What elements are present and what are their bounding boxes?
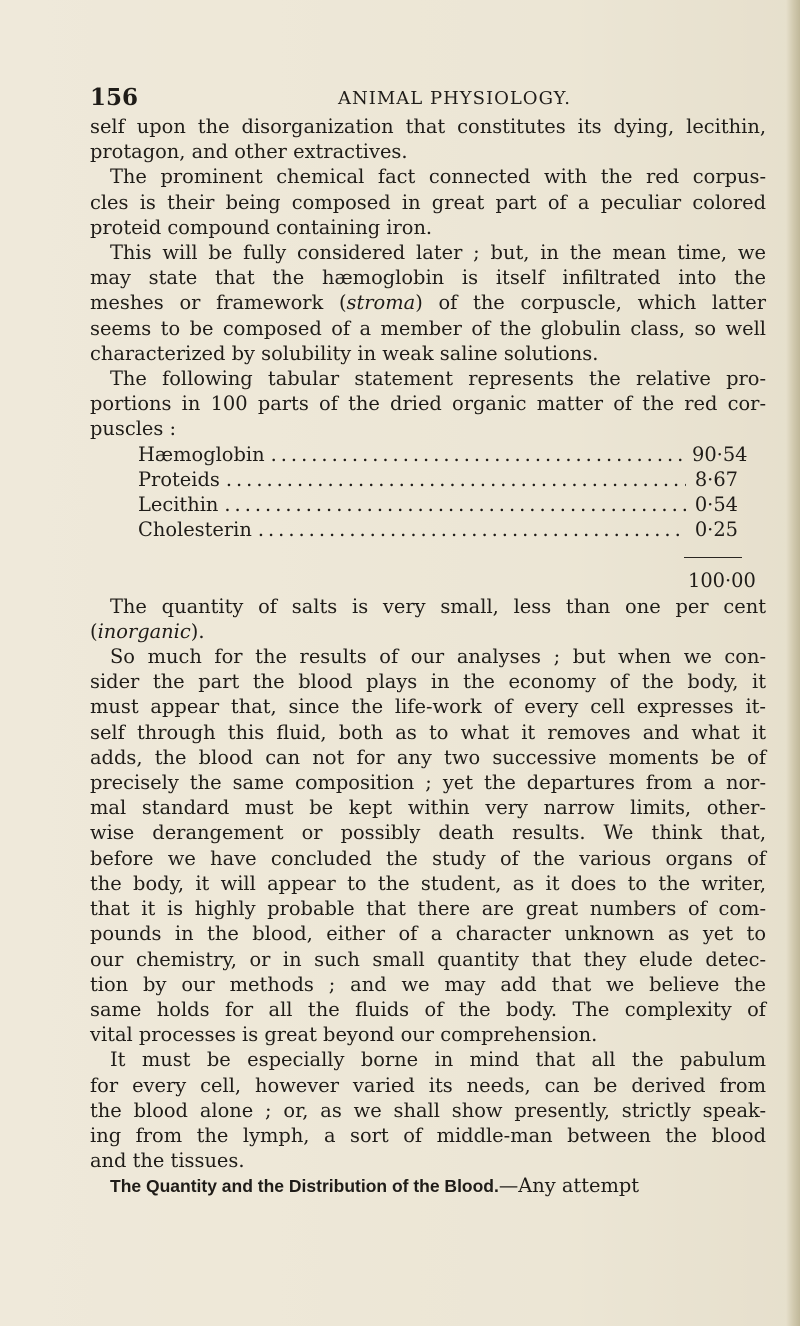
text-line: the blood alone ; or, as we shall show presently, strictly speak- bbox=[90, 1098, 766, 1122]
table-row bbox=[138, 442, 748, 467]
table-row bbox=[138, 492, 738, 517]
leader-dots bbox=[258, 517, 686, 542]
text-line: pounds in the blood, either of a character unknown as yet to bbox=[90, 922, 766, 946]
text-line: portions in 100 parts of the dried organic matter of the red cor- bbox=[90, 392, 766, 416]
table-value: 90·54 bbox=[692, 442, 748, 466]
table-value: 0·25 bbox=[694, 518, 738, 542]
text-line: wise derangement or possibly death results. We think that, bbox=[90, 821, 766, 845]
text-fragment: ) of the corpuscle, which latter bbox=[415, 291, 767, 315]
text-line: seems to be composed of a member of the globulin class, so well bbox=[90, 316, 766, 340]
composition-table bbox=[90, 442, 756, 594]
text-line: same holds for all the fluids of the body. The complexity of bbox=[90, 997, 766, 1021]
text-fragment: —Any attempt bbox=[498, 1174, 640, 1198]
text-line: must appear that, since the life-work of every cell expresses it- bbox=[90, 695, 766, 719]
table-label: Proteids bbox=[138, 467, 220, 491]
text-line: our chemistry, or in such small quantity that they elude detec- bbox=[90, 947, 766, 971]
text-line: The following tabular statement represents the relative pro- bbox=[110, 367, 766, 391]
table-total: 100·00 bbox=[688, 569, 756, 593]
text-line bbox=[90, 1173, 766, 1199]
text-line: that it is highly probable that there are great numbers of com- bbox=[90, 897, 766, 921]
text-line: mal standard must be kept within very narrow limits, other- bbox=[90, 796, 766, 820]
text-line bbox=[90, 290, 766, 315]
table-row bbox=[138, 517, 738, 542]
leader-dots bbox=[226, 467, 686, 492]
sum-rule bbox=[684, 557, 742, 568]
leader-dots bbox=[224, 492, 686, 517]
page-edge-shadow bbox=[786, 0, 800, 1326]
text-line: The prominent chemical fact connected with the red corpus- bbox=[110, 165, 766, 189]
body-text bbox=[90, 114, 766, 1200]
text-line: puscles : bbox=[90, 417, 177, 441]
leader-dots bbox=[271, 442, 686, 467]
text-line: It must be especially borne in mind that all the pabulum bbox=[110, 1048, 766, 1072]
section-heading: The Quantity and the Distribution of the Blood. bbox=[110, 1176, 499, 1197]
table-label: Hæmoglobin bbox=[138, 442, 265, 466]
text-line: precisely the same composition ; yet the departures from a nor- bbox=[90, 771, 766, 795]
text-line: and the tissues. bbox=[90, 1149, 245, 1173]
text-line: proteid compound containing iron. bbox=[90, 215, 433, 239]
table-label: Cholesterin bbox=[138, 518, 252, 542]
text-line: tion by our methods ; and we may add that we believe the bbox=[90, 972, 766, 996]
text-line: So much for the results of our analyses ; but when we con- bbox=[110, 645, 766, 669]
text-line: for every cell, however varied its needs, can be derived from bbox=[90, 1073, 766, 1097]
table-value: 8·67 bbox=[694, 467, 738, 491]
text-line: adds, the blood can not for any two successive moments be of bbox=[90, 745, 766, 769]
text-line: ing from the lymph, a sort of middle-man between the blood bbox=[90, 1123, 766, 1147]
text-line: before we have concluded the study of the various organs of bbox=[90, 846, 766, 870]
text-line: This will be fully considered later ; but, in the mean time, we bbox=[110, 241, 766, 265]
table-value: 0·54 bbox=[694, 493, 738, 517]
text-line: self through this fluid, both as to what it removes and what it bbox=[90, 720, 766, 744]
text-fragment: meshes or framework ( bbox=[90, 291, 347, 315]
text-line: characterized by solubility in weak saline solutions. bbox=[90, 341, 599, 365]
table-label: Lecithin bbox=[138, 493, 219, 517]
text-line bbox=[90, 619, 766, 644]
text-line: The quantity of salts is very small, less than one per cent bbox=[110, 594, 766, 618]
text-line: may state that the hæmoglobin is itself infiltrated into the bbox=[90, 266, 766, 290]
text-line: sider the part the blood plays in the economy of the body, it bbox=[90, 670, 766, 694]
text-fragment: ). bbox=[190, 619, 205, 643]
text-line: vital processes is great beyond our comprehension. bbox=[90, 1023, 598, 1047]
running-head: ANIMAL PHYSIOLOGY. bbox=[338, 88, 571, 109]
text-line: the body, it will appear to the student, as it does to the writer, bbox=[90, 871, 766, 895]
text-line: self upon the disorganization that constitutes its dying, lecithin, bbox=[90, 115, 766, 138]
text-line: cles is their being composed in great part of a peculiar colored bbox=[90, 190, 766, 214]
text-fragment: ( bbox=[90, 619, 98, 643]
italic-term: stroma bbox=[346, 291, 416, 315]
text-line: protagon, and other extractives. bbox=[90, 140, 408, 164]
italic-term: inorganic bbox=[97, 619, 191, 643]
page-number: 156 bbox=[90, 84, 139, 111]
page-header bbox=[90, 84, 770, 114]
table-row bbox=[138, 467, 738, 492]
